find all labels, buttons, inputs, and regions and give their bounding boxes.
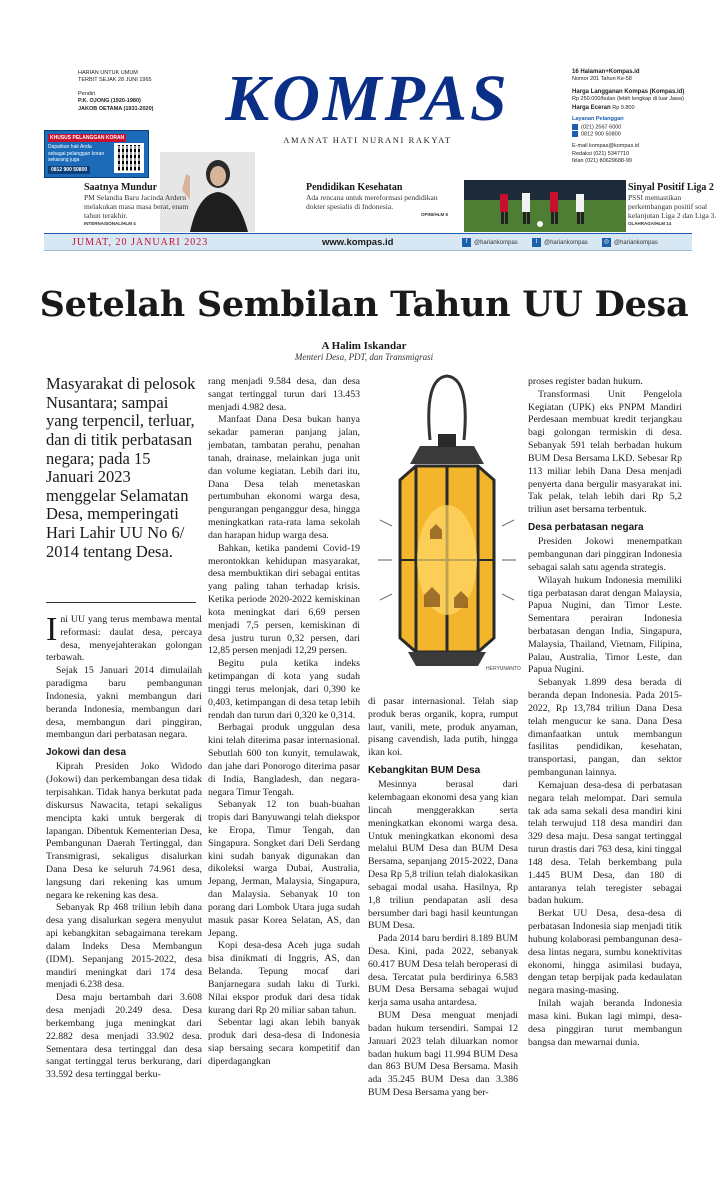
article-paragraph: Wilayah hukum Indonesia memiliki tiga perbatasan darat dengan Malaysia, Papua Nugini, dan Timor Leste. Sementara perairan Indonesia berbatasan dengan India, Singapura, Malaysia, Thailand, Vietnam, Filipina, Palau, Australia, Timor Leste, dan Papua Nugini.	[528, 574, 682, 676]
issue-date: JUMAT, 20 JANUARI 2023	[72, 237, 209, 248]
teaser-ref: OPINI/HLM 6	[420, 212, 448, 217]
article-paragraph: Presiden Jokowi menempatkan pembangunan dari pinggiran Indonesia sebagai salah satu agenda strategis.	[528, 536, 682, 573]
twitter-icon: t	[532, 238, 541, 247]
article-paragraph: rang menjadi 9.584 desa, dan desa sangat tertinggal turun dari 13.453 menjadi 4.982 desa.	[208, 376, 360, 413]
teaser-title: Saatnya Mundur	[84, 182, 158, 193]
founder-name: JAKOB OETAMA (1931-2020)	[78, 105, 154, 112]
article-paragraph: Kopi desa-desa Aceh juga sudah bisa dinikmati di Inggris, AS, dan Belanda. Tepung mocaf dari Banjarnegara sudah laku di Turki. Nilai ekspor produk dari desa tidak kurang dari Rp 20 miliar saban tahun.	[208, 940, 360, 1016]
contact-email[interactable]: E-mail kompas@kompas.id	[572, 143, 640, 150]
article-paragraph: Pada 2014 baru berdiri 8.189 BUM Desa. Kini, pada 2022, sebanyak 60.417 BUM Desa telah beroperasi di desa. Tercatat pula berdirinya 6.583 BUM Desa Bersama sebagai wujud kerja sama usaha antardesa.	[368, 933, 518, 1009]
founder-name: P.K. OJONG (1920-1980)	[78, 98, 141, 105]
teaser-desc: PM Selandia Baru Jacinda Ardern melakukan masa masa berat, enam tahun terakhir.	[84, 193, 189, 220]
article-paragraph: Inilah wajah beranda Indonesia masa kini. Bukan lagi mimpi, desa-desa pinggiran turut membangun bangsa dan mewarnai dunia.	[528, 998, 682, 1048]
teaser-item[interactable]	[628, 182, 724, 226]
article-paragraph: Kiprah Presiden Joko Widodo (Jokowi) dan perkembangan desa tidak terpisahkan. Tidak hanya berkutat pada diskursus Nawacita, tetapi sekaligus mencipta kaki untuk bergerak di lapangan. Dibentuk Kementerian Desa, Pembangunan Daerah Tertinggal, dan Transmigrasi, sekaligus disalurkan Dana Desa ke seluruh 74.961 desa, langsung dari rekening kas umum negara ke rekening kas desa.	[46, 761, 202, 901]
teaser-item[interactable]	[306, 182, 448, 217]
brand-tagline: AMANAT HATI NURANI RAKYAT	[283, 135, 452, 145]
customer-box-head: KHUSUS PELANGGAN KORAN	[50, 135, 125, 141]
info-line: HARIAN UNTUK UMUM	[78, 70, 138, 76]
article-paragraph: Sebanyak Rp 468 triliun lebih dana desa yang disalurkan segera menyulut api kebangkitan sebagaimana terekam dalam Indeks Desa Membangun (IDM). Sepanjang 2015-2022, desa mandiri meningkat dari 174 desa menjadi 6.238 desa.	[46, 902, 202, 991]
masthead-logo[interactable]	[210, 62, 525, 145]
article-column-1	[46, 611, 202, 1082]
article-paragraph: di pasar internasional. Telah siap produk beras organik, kopra, rumput laut, vanili, mete, produk anyaman, pisang cavendish, lada putih, hingga ikan koi.	[368, 696, 518, 759]
customer-box-phone: 0812 900 50800	[48, 166, 90, 174]
twitter-link[interactable]: t @hariankompas	[532, 238, 588, 247]
article-paragraph: Begitu pula ketika indeks ketimpangan di kota yang sudah tinggi terus melonjak, dari 0,390 ke 0,403, ketimpangan di desa tetap lebih rendah dan turun dari 0,320 ke 0,314.	[208, 658, 360, 721]
article-paragraph: Transformasi Unit Pengelola Kegiatan (UPK) eks PNPM Mandiri Perdesaan membuat kredit terjangkau bagi golongan termiskin di desa. Sebanyak 591 telah berbadan hukum BUM Desa Bersama LKD. Sebesar Rp 113 miliar lebih Dana Desa menjadi penyerta dana bergulir masyarakat ini. Tak pelak, telah lebih dari Rp 5,2 triliun aset bersama terbentuk.	[528, 388, 682, 516]
article-paragraph: Sebanyak 1.899 desa berada di beranda depan Indonesia. Pada 2015-2022, Rp 13,784 triliun Dana Desa telah mengucur ke sana. Dana Desa dimanfaatkan untuk membangun fasilitas pendidikan, kesehatan, transportasi, pangan, dan sektor pembangunan lainnya.	[528, 677, 682, 779]
article-paragraph: Bahkan, ketika pandemi Covid-19 merontokkan kehidupan masyarakat, desa membuktikan diri sebagai entitas yang paling tahan terhadap krisis. Ketika periode 2020-2022 kemiskinan kota meningkat dari 6,69 persen menjadi 7,5 persen, kemiskinan di desa justru turun 0,32 persen, dari 12,85 persen menjadi 12,29 persen.	[208, 542, 360, 657]
illustration-credit: HERYUNANTO	[486, 666, 521, 672]
article-lede: Masyarakat di pelosok Nusantara; sampai yang terpencil, terluar, dan di titik perbatasan negara; pada 15 Januari 2023 menggelar Selamatan Desa, memperingati Hari Lahir UU No 6/ 2014 tentang Desa.	[46, 374, 196, 561]
website-link[interactable]: www.kompas.id	[322, 237, 394, 248]
instagram-link[interactable]: ◎ @hariankompas	[603, 239, 658, 247]
article-column-3	[368, 696, 518, 1100]
brand-name: KOMPAS	[225, 62, 510, 135]
article-column-2	[208, 376, 360, 1069]
teaser-title: Sinyal Positif Liga 2	[628, 182, 714, 193]
article-paragraph: BUM Desa menguat menjadi badan hukum tersendiri. Sampai 12 Januari 2023 telah diluarkan nomor badan hukum bagi 11.994 BUM Desa dan 863 BUM Desa Bersama. Masih ada 35.245 BUM Desa dan 3.386 BUM Desa Bersama yang ber-	[368, 1010, 518, 1099]
section-heading: Desa perbatasan negara	[528, 522, 644, 534]
drop-cap: I	[46, 611, 58, 648]
article-paragraph: Sejak 15 Januari 2014 dimulailah paradigma baru pembangunan Indonesia, yakni membangun dari beranda Indonesia, membangun dari desa, membangun dari pinggiran, membangun dari perbatasan negara.	[46, 665, 202, 741]
section-heading: Jokowi dan desa	[46, 747, 127, 759]
author-role: Menteri Desa, PDT, dan Transmigrasi	[294, 352, 434, 362]
facebook-icon: f	[462, 238, 471, 247]
edition-info: Nomor 201 Tahun Ke-58	[572, 76, 632, 83]
article-paragraph: Kemajuan desa-desa di perbatasan negara telah melompat. Dari semula tak ada sama sekali desa mandiri kini telah terwujud 118 desa mandiri dan 329 desa maju. Desa sangat tertinggal turun drastis dari 763 desa, kini tinggal 148 desa. Telah berkembang pula 1.445 BUM Desa, dan 180 di antaranya telah teregister sebagai badan hukum.	[528, 779, 682, 907]
service-phone[interactable]: (021) 2567 6000	[581, 123, 622, 130]
article-paragraph: Manfaat Dana Desa bukan hanya sekadar pameran panjang jalan, jembatan, tambatan perahu, penahan tanah, drainase, melainkan juga unit dan volume kegiatan. Lebih dari itu, Dana Desa telah menetaskan pertumbuhan ekonomi warga desa, pengurangan penganggur desa, hingga meningkatkan rata-rata lama sekolah dan harapan hidup warga desa.	[208, 414, 360, 541]
article-paragraph: Desa maju bertambah dari 3.608 desa menjadi 20.249 desa. Desa berkembang juga meningkat dari 22.882 desa menjadi 33.902 desa. Sementara desa tertinggal dan desa sangat tertinggal terus berkurang, dari 33.592 desa tertinggal berku-	[46, 992, 202, 1081]
article-headline: Setelah Sembilan Tahun UU Desa	[39, 284, 689, 325]
teaser-desc: PSSI memastikan perkembangan positif soal kelanjutan Liga 2 dan Liga 3.	[628, 193, 717, 220]
contact-iklan: Iklan (021) 80629688-99	[572, 158, 632, 165]
masthead-right-info	[572, 68, 692, 166]
contact-redaksi: Redaksi (021) 5347710	[572, 150, 630, 157]
facebook-link[interactable]: f @hariankompas	[462, 238, 518, 247]
masthead-left-info	[78, 70, 178, 113]
teaser-ref: INTERNASIONAL/HLM 4	[84, 221, 136, 226]
article-column-4	[528, 376, 682, 1049]
founders-label: Pendiri	[78, 90, 96, 97]
article-paragraph: Berbagai produk unggulan desa kini telah diterima pasar internasional. Sebutlah 600 ton kunyit, temulawak, dan jahe dari Ponorogo diterima pasar di India, Bangladesh, dan negara-negara Timur Tengah.	[208, 722, 360, 798]
lantern-illustration	[372, 370, 522, 675]
instagram-icon: ◎	[603, 239, 610, 245]
customer-service-box[interactable]	[44, 130, 149, 178]
info-line: TERBIT SEJAK 28 JUNI 1965	[78, 77, 152, 84]
service-label: Layanan Pelanggan	[572, 116, 624, 123]
subscription-price: Rp 250.000/bulan (lebih lengkap di luar Jawa)	[572, 96, 684, 103]
teaser-desc: Ada rencana untuk mereformasi pendidikan dokter spesialis di Indonesia.	[306, 193, 438, 211]
service-phone[interactable]: 0812 900 50800	[581, 131, 621, 138]
retail-price: Rp 9.800	[612, 104, 635, 111]
pages-info: 16 Halaman+Kompas.id	[572, 69, 640, 75]
teaser-title: Pendidikan Kesehatan	[306, 182, 403, 193]
article-paragraph: Berkat UU Desa, desa-desa di perbatasan Indonesia siap menjadi titik hubung kolaborasi pembangunan desa-desa lintas negara, sumbu konektivitas ekonomi, hingga asimilasi budaya, dengan tetap berpijak pada kedaulatan negara masing-masing.	[528, 908, 682, 997]
subscription-label: Harga Langganan Kompas (Kompas.id)	[572, 88, 685, 95]
article-paragraph: Mesinnya berasal dari kelembagaan ekonomi desa yang kian lincah menggerakkan serta meningkatkan ekonomi warga desa. Untuk meningkatkan ekonomi desa melalui BUM Desa dan BUM Desa Bersama, sepanjang 2015-2022, Dana Desa Rp 5,8 triliun telah dialokasikan sebagai modal usaha. Hasilnya, Rp 1,8 triliun pendapatan asli desa bersumber dari bagi hasil keuntungan BUM Desa.	[368, 779, 518, 932]
teaser-row	[44, 182, 717, 226]
teaser-item[interactable]	[84, 182, 194, 226]
article-paragraph: Ini UU yang terus membawa mental reformasi: daulat desa, percaya desa, menyejahterakan golongan terbawah.	[46, 611, 202, 664]
date-bar	[44, 233, 692, 251]
customer-box-text: Dapatkan hak Anda sebagai pelanggan koran sekarang juga	[48, 144, 105, 163]
retail-label: Harga Eceran	[572, 104, 611, 111]
article-paragraph: Sebentar lagi akan lebih banyak produk dari desa-desa di Indonesia siap bersaing secara kompetitif dan diperdagangkan	[208, 1017, 360, 1067]
lede-divider	[46, 602, 196, 603]
author-name: A Halim Iskandar	[321, 340, 407, 352]
article-paragraph: proses register badan hukum.	[528, 376, 643, 387]
article-byline	[0, 340, 728, 362]
section-heading: Kebangkitan BUM Desa	[368, 765, 481, 777]
article-paragraph: Sebanyak 12 ton buah-buahan tropis dari Banyuwangi telah diekspor ke Eropa, Timur Tengah, dan Singapura. Songket dari Deli Serdang kini sudah banyak digunakan dan dikoleksi warga Dubai, Australia, Jepang, Jerman, Malaysia, Singapura, dan Malaysia. Sebanyak 10 ton porang dari Lombok Utara juga sudah masuk pasar Korea Selatan, AS, dan Jepang.	[208, 799, 360, 939]
teaser-ref: OLAHRAGA/HLM 14	[628, 221, 672, 226]
